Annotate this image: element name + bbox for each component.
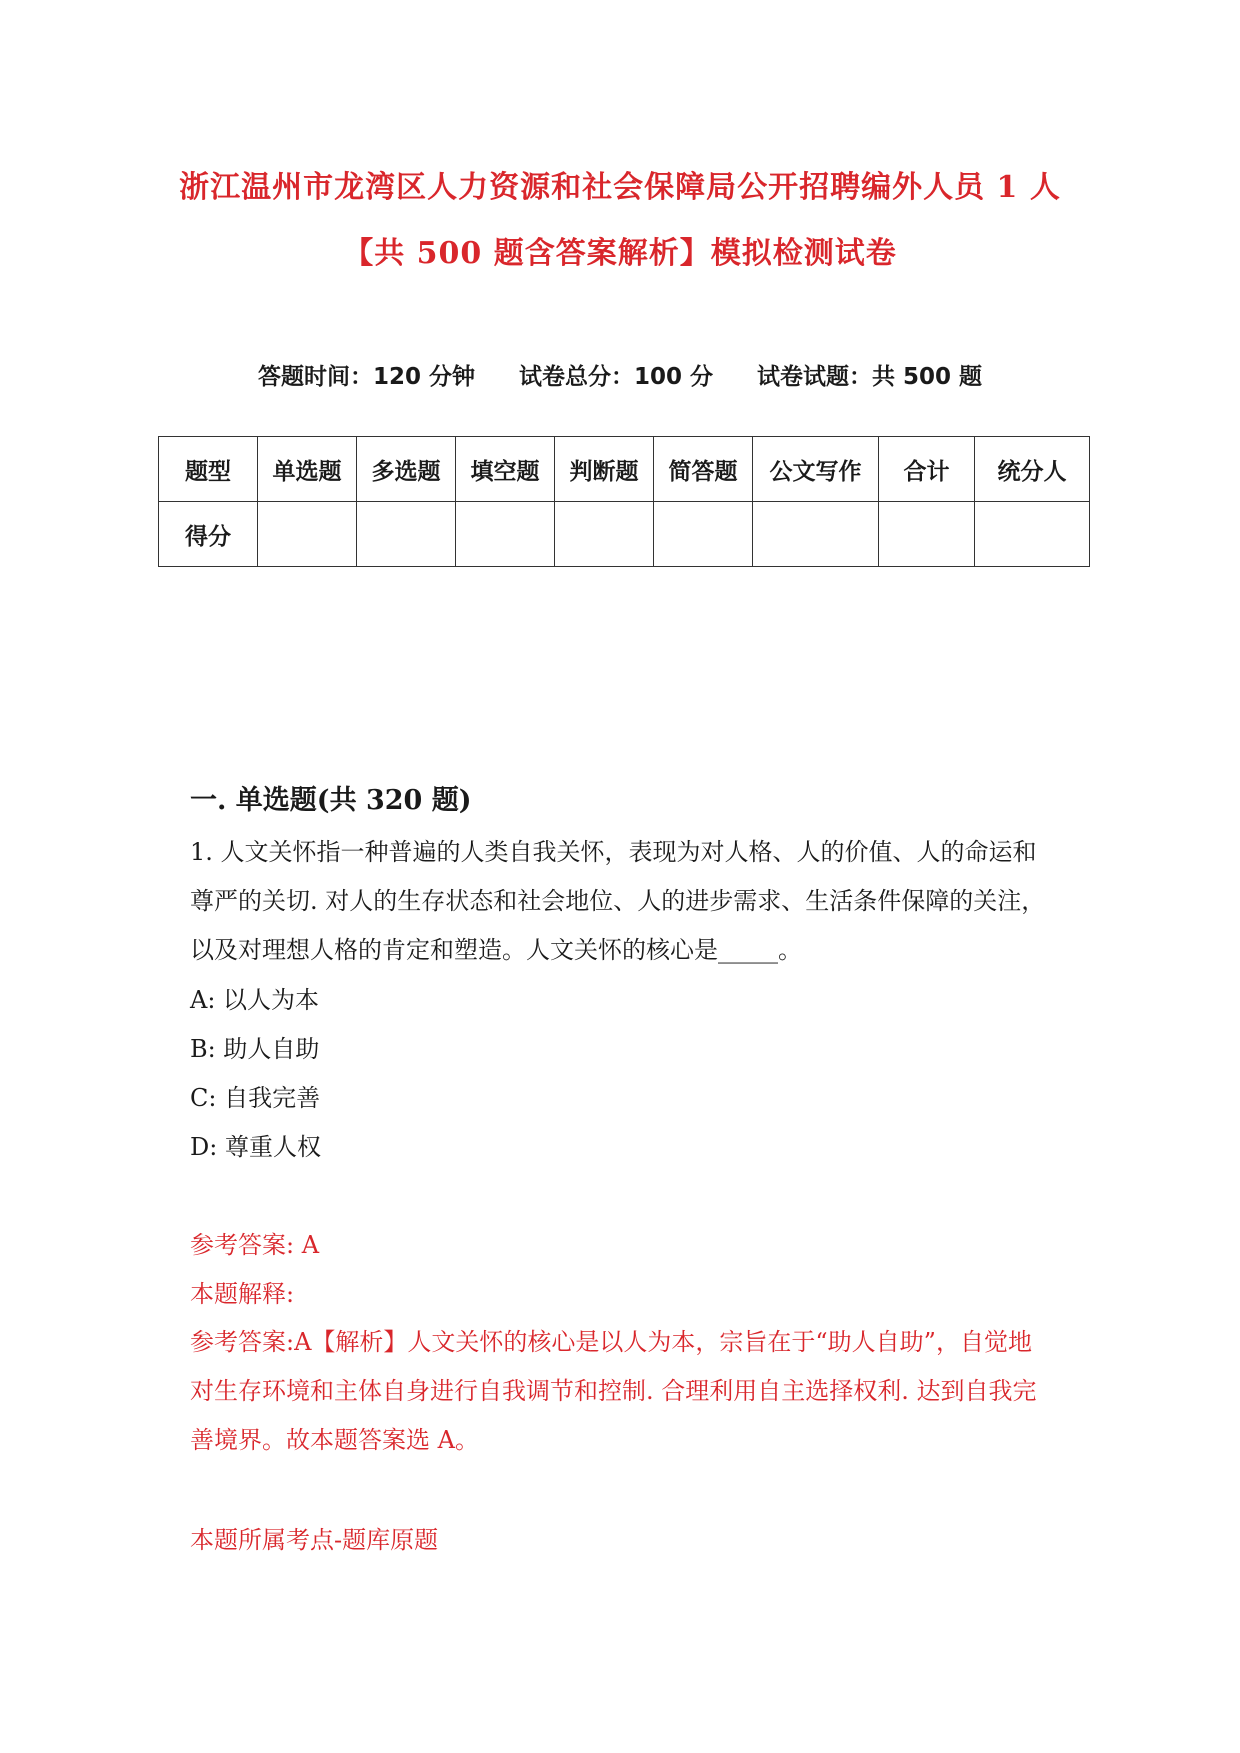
score-cell bbox=[879, 502, 975, 567]
answer: 参考答案: A bbox=[190, 1231, 320, 1259]
score-cell bbox=[456, 502, 555, 567]
option-d: D: 尊重人权 bbox=[190, 1133, 321, 1161]
header-total: 合计 bbox=[879, 437, 975, 502]
question-text: 1. 人文关怀指一种普遍的人类自我关怀，表现为对人格、人的价值、人的命运和尊严的关切. 对人的生存状态和社会地位、人的进步需求、生活条件保障的关注，以及对理想人格的肯定和塑造。人文关怀的核心是_____。 bbox=[190, 838, 1046, 964]
header-true-false: 判断题 bbox=[555, 437, 654, 502]
score-table-header-row bbox=[159, 437, 1090, 502]
explanation-label: 本题解释: bbox=[190, 1280, 295, 1308]
score-cell bbox=[555, 502, 654, 567]
header-scorer: 统分人 bbox=[975, 437, 1090, 502]
row-label-score: 得分 bbox=[159, 502, 258, 567]
question-source: 本题所属考点-题库原题 bbox=[190, 1526, 439, 1554]
header-type: 题型 bbox=[159, 437, 258, 502]
exam-title-line2: 【共 500 题含答案解析】模拟检测试卷 bbox=[343, 236, 897, 271]
header-single-choice: 单选题 bbox=[258, 437, 357, 502]
option-b: B: 助人自助 bbox=[190, 1035, 320, 1063]
score-cell bbox=[654, 502, 753, 567]
header-official-writing: 公文写作 bbox=[753, 437, 879, 502]
score-cell bbox=[357, 502, 456, 567]
header-short-answer: 简答题 bbox=[654, 437, 753, 502]
exam-total-score: 试卷总分：100 分 bbox=[518, 364, 714, 390]
section-title: 一. 单选题(共 320 题) bbox=[190, 785, 472, 816]
exam-meta bbox=[0, 358, 1240, 391]
score-cell bbox=[753, 502, 879, 567]
option-a: A: 以人为本 bbox=[190, 986, 320, 1014]
score-cell bbox=[975, 502, 1090, 567]
option-c: C: 自我完善 bbox=[190, 1084, 321, 1112]
header-fill-blank: 填空题 bbox=[456, 437, 555, 502]
score-table-score-row bbox=[159, 502, 1090, 567]
exam-question-count: 试卷试题：共 500 题 bbox=[757, 364, 983, 390]
explanation-text: 参考答案:A【解析】人文关怀的核心是以人为本，宗旨在于“助人自助”，自觉地对生存环境和主体自身进行自我调节和控制. 合理利用自主选择权利. 达到自我完善境界。故本题答案选 A。 bbox=[190, 1328, 1037, 1454]
exam-title-line1: 浙江温州市龙湾区人力资源和社会保障局公开招聘编外人员 1 人 bbox=[179, 170, 1061, 205]
header-multiple-choice: 多选题 bbox=[357, 437, 456, 502]
exam-time: 答题时间：120 分钟 bbox=[257, 364, 475, 390]
score-cell bbox=[258, 502, 357, 567]
score-table bbox=[158, 436, 1090, 567]
